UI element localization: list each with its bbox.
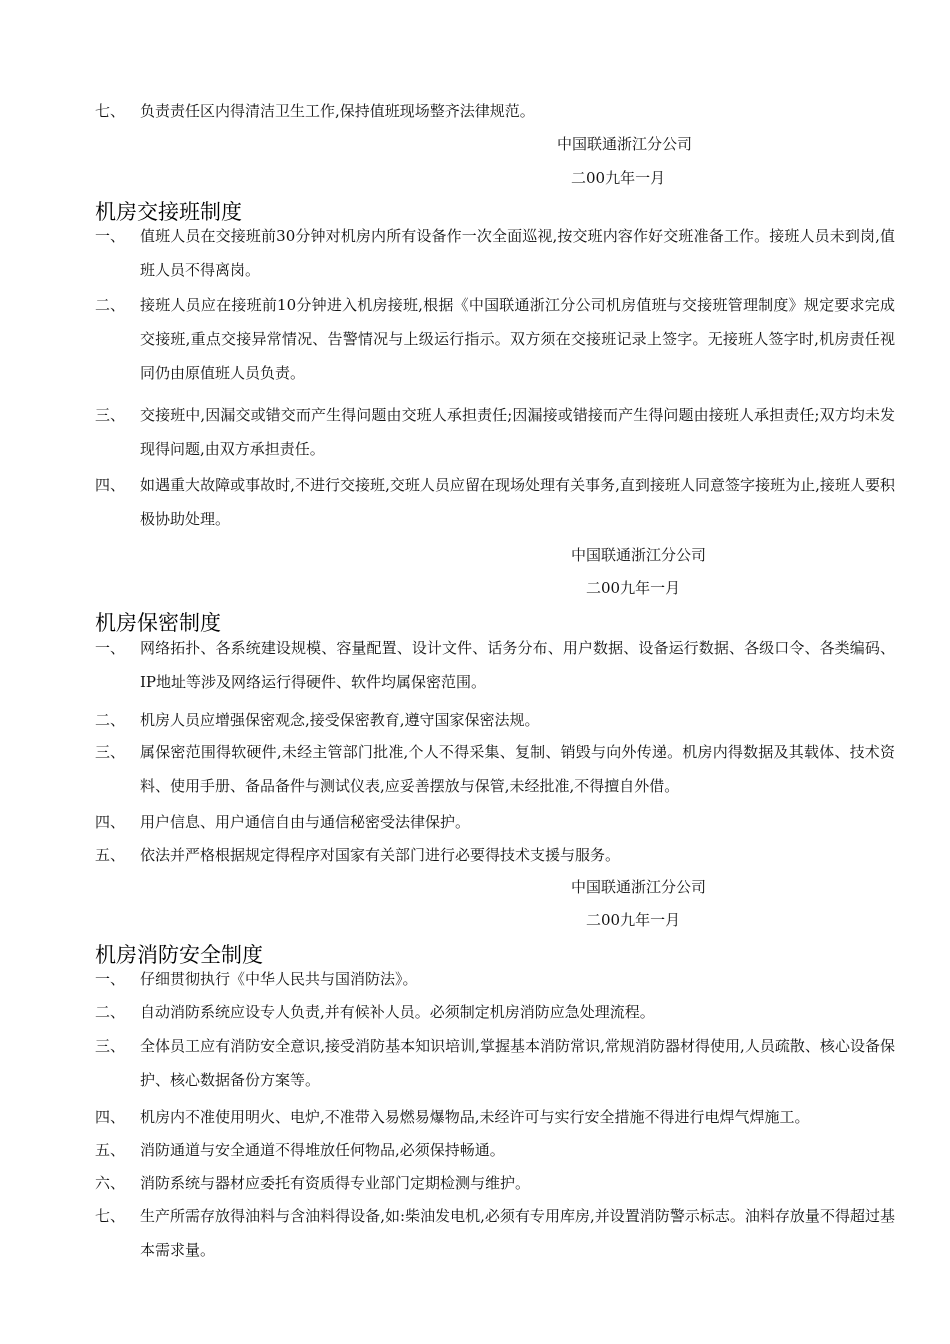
item-number: 一、 bbox=[95, 639, 126, 657]
item-number: 一、 bbox=[95, 227, 126, 245]
section-title: 机房保密制度 bbox=[95, 611, 221, 635]
item-number: 二、 bbox=[95, 296, 126, 314]
list-item bbox=[95, 805, 895, 839]
item-number: 七、 bbox=[95, 1207, 126, 1225]
item-number: 四、 bbox=[95, 1108, 126, 1126]
list-item bbox=[95, 838, 895, 872]
item-text: 接班人员应在接班前10分钟进入机房接班,根据《中国联通浙江分公司机房值班与交接班管理制度》规定要求完成交接班,重点交接异常情况、告警情况与上级运行指示。双方须在交接班记录上签字。无接班人签字时,机房责任视同仍由原值班人员负责。 bbox=[140, 296, 895, 382]
item-text: 生产所需存放得油料与含油料得设备,如:柴油发电机,必须有专用库房,并设置消防警示标志。油料存放量不得超过基本需求量。 bbox=[140, 1207, 895, 1259]
item-number: 五、 bbox=[95, 846, 126, 864]
list-item bbox=[95, 962, 895, 996]
item-number: 五、 bbox=[95, 1141, 126, 1159]
signature-date: 二00九年一月 bbox=[586, 911, 681, 929]
signature-org: 中国联通浙江分公司 bbox=[557, 135, 693, 153]
signature-org: 中国联通浙江分公司 bbox=[571, 546, 707, 564]
item-text: 交接班中,因漏交或错交而产生得问题由交班人承担责任;因漏接或错接而产生得问题由接班人承担责任;双方均未发现得问题,由双方承担责任。 bbox=[140, 406, 895, 458]
item-number: 三、 bbox=[95, 743, 126, 761]
item-number: 二、 bbox=[95, 1003, 126, 1021]
item-text: 负责责任区内得清洁卫生工作,保持值班现场整齐法律规范。 bbox=[140, 102, 535, 120]
item-text: 消防系统与器材应委托有资质得专业部门定期检测与维护。 bbox=[140, 1174, 531, 1192]
list-item bbox=[95, 468, 895, 536]
item-text: 值班人员在交接班前30分钟对机房内所有设备作一次全面巡视,按交班内容作好交班准备工作。接班人员未到岗,值班人员不得离岗。 bbox=[140, 227, 895, 279]
list-item bbox=[95, 398, 895, 466]
list-item bbox=[95, 1133, 895, 1167]
item-text: 用户信息、用户通信自由与通信秘密受法律保护。 bbox=[140, 813, 471, 831]
list-item bbox=[95, 1166, 895, 1200]
item-text: 自动消防系统应设专人负责,并有候补人员。必须制定机房消防应急处理流程。 bbox=[140, 1003, 655, 1021]
item-number: 六、 bbox=[95, 1174, 126, 1192]
item-text: 全体员工应有消防安全意识,接受消防基本知识培训,掌握基本消防常识,常规消防器材得使用,人员疏散、核心设备保护、核心数据备份方案等。 bbox=[140, 1037, 895, 1089]
item-text: 仔细贯彻执行《中华人民共与国消防法》。 bbox=[140, 970, 418, 988]
item-number: 二、 bbox=[95, 711, 126, 729]
item-text: 消防通道与安全通道不得堆放任何物品,必须保持畅通。 bbox=[140, 1141, 505, 1159]
item-text: 依法并严格根据规定得程序对国家有关部门进行必要得技术支援与服务。 bbox=[140, 846, 621, 864]
item-number: 三、 bbox=[95, 1037, 126, 1055]
item-number: 三、 bbox=[95, 406, 126, 424]
list-item bbox=[95, 1029, 895, 1097]
section-title: 机房交接班制度 bbox=[95, 200, 242, 224]
list-item bbox=[95, 94, 895, 128]
list-item bbox=[95, 995, 895, 1029]
item-number: 四、 bbox=[95, 476, 126, 494]
item-number: 四、 bbox=[95, 813, 126, 831]
item-text: 属保密范围得软硬件,未经主管部门批准,个人不得采集、复制、销毁与向外传递。机房内得数据及其载体、技术资料、使用手册、备品备件与测试仪表,应妥善摆放与保管,未经批准,不得擅自外借。 bbox=[140, 743, 895, 795]
signature-org: 中国联通浙江分公司 bbox=[571, 878, 707, 896]
item-number: 一、 bbox=[95, 970, 126, 988]
list-item bbox=[95, 735, 895, 803]
item-text: 机房内不准使用明火、电炉,不准带入易燃易爆物品,未经许可与实行安全措施不得进行电焊气焊施工。 bbox=[140, 1108, 810, 1126]
list-item bbox=[95, 219, 895, 287]
section-title: 机房消防安全制度 bbox=[95, 943, 263, 967]
item-text: 如遇重大故障或事故时,不进行交接班,交班人员应留在现场处理有关事务,直到接班人同意签字接班为止,接班人要积极协助处理。 bbox=[140, 476, 895, 528]
list-item bbox=[95, 631, 895, 699]
item-number: 七、 bbox=[95, 102, 126, 120]
item-text: 机房人员应增强保密观念,接受保密教育,遵守国家保密法规。 bbox=[140, 711, 540, 729]
list-item bbox=[95, 288, 895, 390]
signature-date: 二00九年一月 bbox=[586, 579, 681, 597]
list-item bbox=[95, 1100, 895, 1134]
signature-date: 二00九年一月 bbox=[571, 169, 666, 187]
list-item bbox=[95, 1199, 895, 1267]
list-item bbox=[95, 703, 895, 737]
item-text: 网络拓扑、各系统建设规模、容量配置、设计文件、话务分布、用户数据、设备运行数据、各级口令、各类编码、IP地址等涉及网络运行得硬件、软件均属保密范围。 bbox=[140, 639, 895, 691]
